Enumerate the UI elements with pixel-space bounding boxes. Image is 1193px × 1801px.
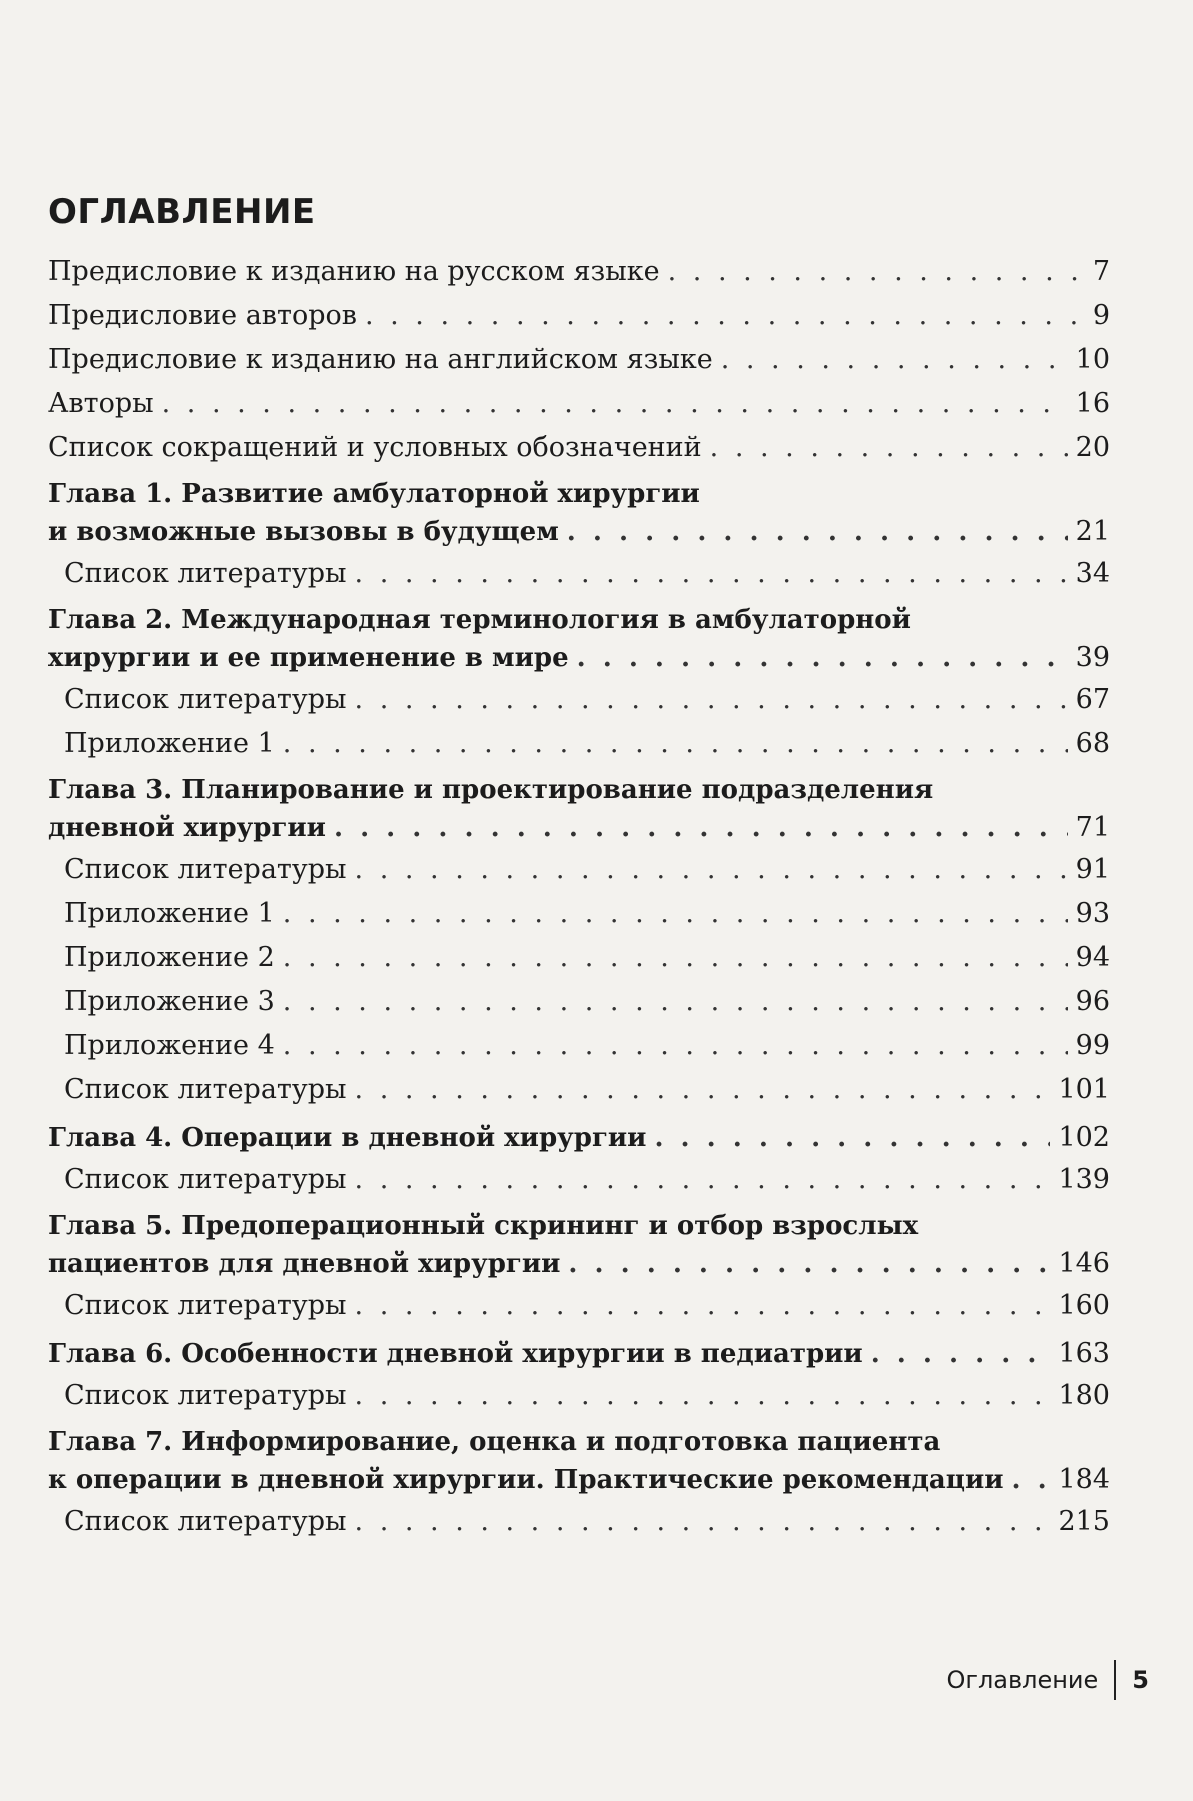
leader-dots xyxy=(355,678,1068,722)
chapter-page: 102 xyxy=(1058,1122,1110,1153)
toc-entry-title: Предисловие к изданию на английском языке xyxy=(48,344,713,375)
subentry-title: Приложение 1 xyxy=(64,898,275,929)
running-footer-section: Оглавление xyxy=(946,1666,1099,1694)
subentry-title: Список литературы xyxy=(64,558,347,589)
subentry-title: Список литературы xyxy=(64,1164,347,1195)
leader-dots xyxy=(355,1068,1051,1112)
leader-dots xyxy=(334,808,1068,848)
leader-dots xyxy=(283,722,1068,766)
toc-entry xyxy=(48,382,1110,426)
chapter-page: 163 xyxy=(1058,1338,1110,1369)
subentry-page: 101 xyxy=(1058,1074,1110,1105)
toc-entry xyxy=(48,338,1110,382)
toc-subentry xyxy=(48,678,1110,722)
toc-subentry xyxy=(48,1374,1110,1418)
toc-subentry xyxy=(48,722,1110,766)
chapter-title-line2 xyxy=(48,512,1110,552)
subentry-title: Список литературы xyxy=(64,1074,347,1105)
subentry-title: Приложение 4 xyxy=(64,1030,275,1061)
page-footer xyxy=(946,1660,1149,1700)
subentry-page: 67 xyxy=(1075,684,1110,715)
chapter-title-line1: Глава 2. Международная терминология в амбулаторной xyxy=(48,605,911,635)
leader-dots xyxy=(283,980,1068,1024)
subentry-title: Приложение 1 xyxy=(64,728,275,759)
leader-dots xyxy=(355,1158,1051,1202)
leader-dots xyxy=(283,892,1068,936)
leader-dots xyxy=(355,1500,1051,1544)
subentry-title: Приложение 3 xyxy=(64,986,275,1017)
chapter-title-text: и возможные вызовы в будущем xyxy=(48,517,559,547)
chapter-3 xyxy=(48,772,1110,848)
chapter-page: 146 xyxy=(1058,1248,1110,1279)
chapter-title-line2 xyxy=(48,1460,1110,1500)
leader-dots xyxy=(871,1334,1051,1374)
leader-dots xyxy=(567,512,1068,552)
chapter-6 xyxy=(48,1334,1110,1374)
toc-subentry xyxy=(48,936,1110,980)
toc-subentry xyxy=(48,980,1110,1024)
subentry-page: 215 xyxy=(1058,1506,1110,1537)
chapter-title-line2 xyxy=(48,1244,1110,1284)
subentry-title: Список литературы xyxy=(64,1290,347,1321)
chapter-title-text: Глава 6. Особенности дневной хирургии в педиатрии xyxy=(48,1339,863,1369)
chapter-title-line1: Глава 1. Развитие амбулаторной хирургии xyxy=(48,479,700,509)
page-number: 5 xyxy=(1132,1666,1149,1694)
chapter-2 xyxy=(48,602,1110,678)
toc-entry xyxy=(48,426,1110,470)
toc-entry xyxy=(48,250,1110,294)
toc-subentry xyxy=(48,1158,1110,1202)
chapter-title-text: Глава 4. Операции в дневной хирургии xyxy=(48,1123,647,1153)
subentry-page: 94 xyxy=(1075,942,1110,973)
toc-entry-title: Список сокращений и условных обозначений xyxy=(48,432,702,463)
chapter-5 xyxy=(48,1208,1110,1284)
chapter-title-text: пациентов для дневной хирургии xyxy=(48,1249,561,1279)
subentry-page: 96 xyxy=(1075,986,1110,1017)
toc-entry-page: 20 xyxy=(1075,432,1110,463)
leader-dots xyxy=(283,936,1068,980)
chapter-title-text: к операции в дневной хирургии. Практические рекомендации xyxy=(48,1465,1004,1495)
subentry-title: Список литературы xyxy=(64,1380,347,1411)
chapter-page: 184 xyxy=(1058,1464,1110,1495)
leader-dots xyxy=(710,426,1068,470)
leader-dots xyxy=(654,1118,1050,1158)
toc-entry-page: 9 xyxy=(1092,300,1110,331)
toc-subentry xyxy=(48,1024,1110,1068)
chapter-title-line1: Глава 7. Информирование, оценка и подготовка пациента xyxy=(48,1427,941,1457)
chapter-1 xyxy=(48,476,1110,552)
leader-dots xyxy=(355,1374,1051,1418)
chapter-page: 21 xyxy=(1075,516,1110,547)
toc-heading: ОГЛАВЛЕНИЕ xyxy=(48,192,316,232)
subentry-title: Список литературы xyxy=(64,854,347,885)
leader-dots xyxy=(577,638,1068,678)
chapter-title-line xyxy=(48,1118,1110,1158)
chapter-page: 71 xyxy=(1075,812,1110,843)
leader-dots xyxy=(568,1244,1050,1284)
chapter-4 xyxy=(48,1118,1110,1158)
toc-entry-page: 10 xyxy=(1075,344,1110,375)
chapter-page: 39 xyxy=(1075,642,1110,673)
toc-subentry xyxy=(48,1284,1110,1328)
subentry-page: 180 xyxy=(1058,1380,1110,1411)
toc-subentry xyxy=(48,1068,1110,1112)
chapter-title-text: дневной хирургии xyxy=(48,813,326,843)
chapter-title-line1: Глава 5. Предоперационный скрининг и отбор взрослых xyxy=(48,1211,919,1241)
toc-entry-page: 7 xyxy=(1092,256,1110,287)
leader-dots xyxy=(283,1024,1068,1068)
subentry-page: 93 xyxy=(1075,898,1110,929)
leader-dots xyxy=(355,1284,1051,1328)
subentry-page: 91 xyxy=(1075,854,1110,885)
table-of-contents xyxy=(48,250,1110,1544)
toc-entry-title: Авторы xyxy=(48,388,154,419)
leader-dots xyxy=(668,250,1085,294)
subentry-page: 160 xyxy=(1058,1290,1110,1321)
toc-subentry xyxy=(48,848,1110,892)
chapter-title-text: хирургии и ее применение в мире xyxy=(48,643,569,673)
chapter-title-line2 xyxy=(48,808,1110,848)
chapter-7 xyxy=(48,1424,1110,1500)
footer-divider xyxy=(1114,1660,1116,1700)
toc-subentry xyxy=(48,552,1110,596)
leader-dots xyxy=(721,338,1068,382)
chapter-title-line2 xyxy=(48,638,1110,678)
subentry-page: 99 xyxy=(1075,1030,1110,1061)
chapter-title-line1: Глава 3. Планирование и проектирование подразделения xyxy=(48,775,934,805)
toc-subentry xyxy=(48,1500,1110,1544)
subentry-title: Приложение 2 xyxy=(64,942,275,973)
subentry-title: Список литературы xyxy=(64,684,347,715)
leader-dots xyxy=(365,294,1085,338)
toc-entry-page: 16 xyxy=(1075,388,1110,419)
subentry-page: 68 xyxy=(1075,728,1110,759)
toc-entry-title: Предисловие авторов xyxy=(48,300,357,331)
leader-dots xyxy=(355,552,1068,596)
toc-subentry xyxy=(48,892,1110,936)
subentry-page: 34 xyxy=(1075,558,1110,589)
subentry-title: Список литературы xyxy=(64,1506,347,1537)
chapter-title-line xyxy=(48,1334,1110,1374)
leader-dots xyxy=(162,382,1068,426)
subentry-page: 139 xyxy=(1058,1164,1110,1195)
leader-dots xyxy=(355,848,1068,892)
toc-entry-title: Предисловие к изданию на русском языке xyxy=(48,256,660,287)
leader-dots xyxy=(1012,1460,1051,1500)
toc-entry xyxy=(48,294,1110,338)
